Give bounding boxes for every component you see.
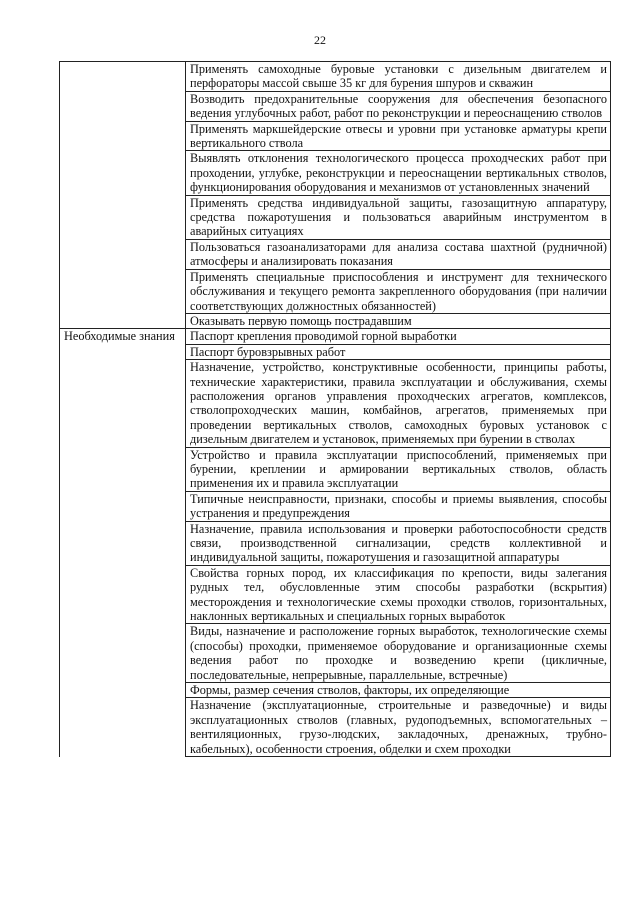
knowledge-item: Назначение, правила использования и проверки работоспособности средств связи, производственной сигнализации, средств коллективной и индивидуальной защиты, пожаротушения и газозащитной аппаратуры <box>186 521 611 565</box>
table-row <box>60 91 611 121</box>
knowledge-item: Назначение (эксплуатационные, строительные и разведочные) и виды эксплуатационных стволов (главных, рудоподъемных, вспомогательных – вентиляционных, грузо-людских, закладочных, дренажных, трубно-кабельных), особенности строения, обделки и схем проходки <box>186 698 611 757</box>
section-label-cell <box>60 565 186 624</box>
table-row <box>60 360 611 447</box>
skill-item: Применять самоходные буровые установки с дизельным двигателем и перфораторы массой свыше 35 кг для бурения шпуров и скважин <box>186 62 611 92</box>
section-label-cell <box>60 698 186 757</box>
section-label-cell-skills <box>60 91 186 121</box>
table-row <box>60 151 611 195</box>
skill-item: Применять маркшейдерские отвесы и уровни при установке арматуры крепи вертикального ствола <box>186 121 611 151</box>
section-label-cell <box>60 344 186 359</box>
section-label-cell-skills <box>60 269 186 313</box>
section-label: Необходимые знания <box>60 329 186 344</box>
knowledge-item: Типичные неисправности, признаки, способы и приемы выявления, способы устранения и предупреждения <box>186 491 611 521</box>
table-row <box>60 121 611 151</box>
table-row <box>60 313 611 328</box>
table-row <box>60 329 611 344</box>
section-label-cell <box>60 683 186 698</box>
table-row <box>60 565 611 624</box>
section-label-cell-skills <box>60 239 186 269</box>
section-label-cell-skills <box>60 313 186 328</box>
page-number: 22 <box>314 33 326 47</box>
section-label-cell <box>60 491 186 521</box>
table-row <box>60 683 611 698</box>
knowledge-item: Паспорт буровзрывных работ <box>186 344 611 359</box>
section-label-cell <box>60 447 186 491</box>
table-row <box>60 521 611 565</box>
knowledge-item: Устройство и правила эксплуатации приспособлений, применяемых при бурении, креплении и армировании вертикальных стволов, область применения их и правила эксплуатации <box>186 447 611 491</box>
skill-item: Пользоваться газоанализаторами для анализа состава шахтной (рудничной) атмосферы и анализировать показания <box>186 239 611 269</box>
table-row <box>60 698 611 757</box>
section-label-cell-skills <box>60 62 186 92</box>
section-label-cell-skills <box>60 195 186 239</box>
skill-item: Выявлять отклонения технологического процесса проходческих работ при проходении, углубке, реконструкции и переоснащении вертикальных стволов, функционирования оборудования и механизмов от установленных значений <box>186 151 611 195</box>
knowledge-item: Свойства горных пород, их классификация по крепости, виды залегания рудных тел, обусловленные этим способы разработки (вскрытия) месторождения и технологические схемы проходки стволов, горизонтальных, наклонных вертикальных и специальных горных выработок <box>186 565 611 624</box>
section-label-cell <box>60 360 186 447</box>
table-row <box>60 447 611 491</box>
table-row <box>60 344 611 359</box>
skill-item: Применять средства индивидуальной защиты, газозащитную аппаратуру, средства пожаротушения и пользоваться аварийным инструментом в аварийных ситуациях <box>186 195 611 239</box>
knowledge-item: Виды, назначение и расположение горных выработок, технологические схемы (способы) проходки, применяемое оборудование и организационные схемы ведения работ по проходке и возведению крепи (цикличные, последовательные, непрерывные, параллельные, встречные) <box>186 624 611 683</box>
table-row <box>60 491 611 521</box>
table-row <box>60 624 611 683</box>
section-label-cell-skills <box>60 151 186 195</box>
table-row <box>60 239 611 269</box>
skill-item: Оказывать первую помощь пострадавшим <box>186 313 611 328</box>
section-label-cell <box>60 521 186 565</box>
requirements-table <box>59 61 611 757</box>
section-label-cell <box>60 624 186 683</box>
skill-item: Применять специальные приспособления и инструмент для технического обслуживания и текущего ремонта закрепленного оборудования (при наличии соответствующих должностных обязанностей) <box>186 269 611 313</box>
knowledge-item: Паспорт крепления проводимой горной выработки <box>186 329 611 344</box>
table-row <box>60 195 611 239</box>
table-row <box>60 62 611 92</box>
table-row <box>60 269 611 313</box>
skill-item: Возводить предохранительные сооружения для обеспечения безопасного ведения углубочных работ, работ по реконструкции и переоснащению стволов <box>186 91 611 121</box>
section-label-cell-skills <box>60 121 186 151</box>
knowledge-item: Назначение, устройство, конструктивные особенности, принципы работы, технические характеристики, правила эксплуатации и обслуживания, схемы расположения органов управления проходческих агрегатов, комплексов, стволопроходческих машин, комбайнов, агрегатов, применяемых при проведении вертикальных стволов, самоходных буровых установок с дизельным двигателем и установок, применяемых при бурении в стволах <box>186 360 611 447</box>
knowledge-item: Формы, размер сечения стволов, факторы, их определяющие <box>186 683 611 698</box>
